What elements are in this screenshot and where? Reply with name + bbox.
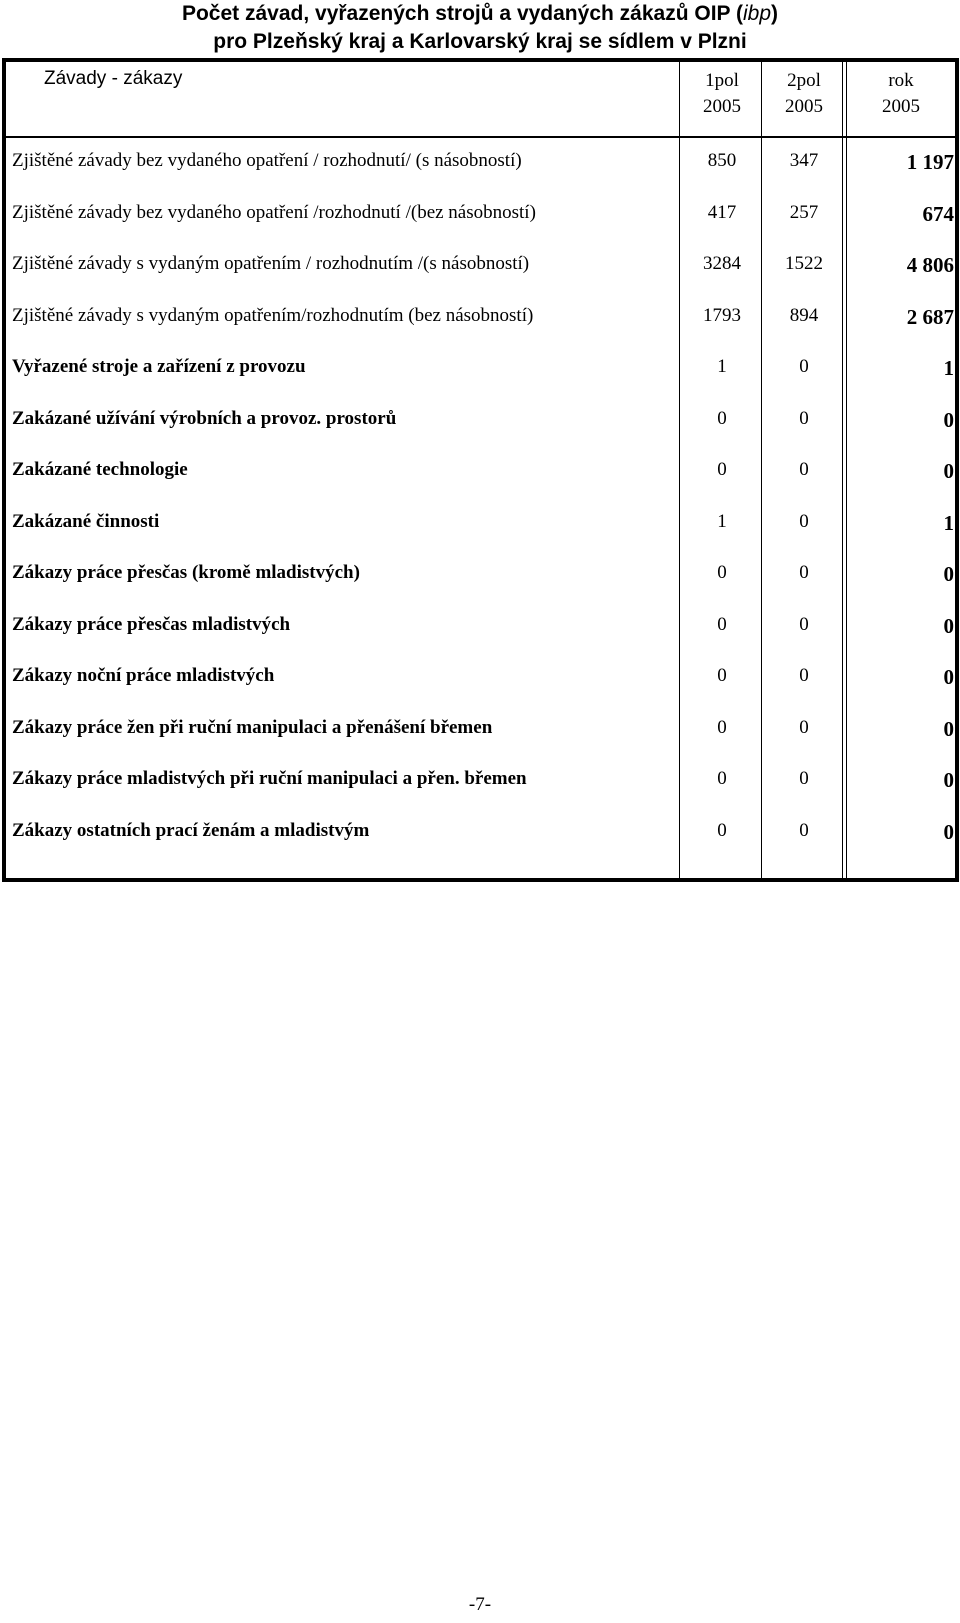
value-2pol: 0 bbox=[799, 459, 809, 480]
header-label: Závady - zákazy bbox=[44, 68, 183, 89]
table-row bbox=[6, 445, 955, 497]
row-label: Zjištěné závady bez vydaného opatření / rozhodnutí/ (s násobností) bbox=[12, 150, 522, 171]
value-1pol: 3284 bbox=[703, 253, 741, 274]
table-row bbox=[6, 548, 955, 600]
value-2pol: 0 bbox=[799, 665, 809, 686]
value-2pol: 0 bbox=[799, 407, 809, 429]
value-1pol: 417 bbox=[707, 201, 737, 223]
value-2pol: 347 bbox=[789, 150, 819, 171]
row-label: Zjištěné závady bez vydaného opatření /rozhodnutí /(bez násobností) bbox=[12, 201, 536, 223]
row-label: Zákazy práce přesčas mladistvých bbox=[12, 613, 291, 635]
table-row bbox=[6, 239, 955, 291]
value-1pol: 1 bbox=[717, 356, 727, 377]
value-2pol: 0 bbox=[799, 356, 809, 377]
row-label: Zákazy práce žen při ruční manipulaci a přenášení břemen bbox=[12, 716, 493, 738]
row-label: Vyřazené stroje a zařízení z provozu bbox=[12, 356, 306, 377]
value-rok-total: 0 bbox=[943, 562, 954, 586]
row-label: Zakázané činnosti bbox=[12, 510, 160, 532]
value-1pol: 0 bbox=[717, 716, 727, 738]
value-rok-total: 4 806 bbox=[906, 253, 954, 277]
value-2pol: 0 bbox=[799, 768, 809, 789]
value-2pol: 0 bbox=[799, 510, 809, 532]
row-label: Zákazy ostatních prací ženám a mladistvým bbox=[12, 819, 370, 841]
value-1pol: 0 bbox=[717, 459, 727, 480]
value-1pol: 0 bbox=[717, 665, 727, 686]
table-row bbox=[6, 497, 955, 549]
column-header-rok: rok 2005 bbox=[882, 70, 920, 117]
table-row bbox=[6, 806, 955, 858]
row-label: Zákazy práce mladistvých při ruční manipulaci a přen. břemen bbox=[12, 768, 527, 789]
value-1pol: 0 bbox=[717, 768, 727, 789]
value-1pol: 0 bbox=[717, 562, 727, 583]
value-1pol: 850 bbox=[707, 150, 737, 171]
table-row bbox=[6, 136, 955, 188]
table-row bbox=[6, 394, 955, 446]
value-rok-total: 0 bbox=[943, 613, 954, 638]
title-line-1: Počet závad, vyřazených strojů a vydaných zákazů OIP (ibp) bbox=[181, 2, 779, 25]
row-label: Zákazy práce přesčas (kromě mladistvých) bbox=[12, 562, 360, 583]
value-rok-total: 1 bbox=[943, 356, 954, 380]
defects-table bbox=[2, 58, 959, 882]
value-rok-total: 674 bbox=[922, 201, 954, 226]
value-rok-total: 1 197 bbox=[906, 150, 954, 174]
value-rok-total: 0 bbox=[943, 768, 954, 792]
table-row bbox=[6, 188, 955, 240]
value-rok-total: 2 687 bbox=[906, 304, 954, 329]
table-row bbox=[6, 754, 955, 806]
row-label: Zakázané užívání výrobních a provoz. prostorů bbox=[12, 407, 397, 429]
value-1pol: 0 bbox=[717, 407, 727, 429]
table-row bbox=[6, 651, 955, 703]
value-rok-total: 0 bbox=[943, 459, 954, 483]
value-1pol: 1793 bbox=[703, 304, 741, 326]
row-label: Zjištěné závady s vydaným opatřením/rozhodnutím (bez násobností) bbox=[12, 304, 534, 326]
value-rok-total: 0 bbox=[943, 819, 954, 844]
value-2pol: 0 bbox=[799, 819, 809, 841]
value-rok-total: 0 bbox=[943, 716, 954, 741]
value-1pol: 1 bbox=[717, 510, 727, 532]
table-row bbox=[6, 600, 955, 652]
value-2pol: 1522 bbox=[785, 253, 823, 274]
column-header-2pol: 2pol 2005 bbox=[785, 70, 823, 117]
row-label: Zakázané technologie bbox=[12, 459, 188, 480]
table-row bbox=[6, 703, 955, 755]
value-2pol: 0 bbox=[799, 613, 809, 635]
value-2pol: 894 bbox=[789, 304, 819, 326]
value-1pol: 0 bbox=[717, 613, 727, 635]
value-rok-total: 0 bbox=[943, 407, 954, 432]
value-1pol: 0 bbox=[717, 819, 727, 841]
table-row bbox=[6, 291, 955, 343]
value-rok-total: 0 bbox=[943, 665, 954, 689]
row-label: Zákazy noční práce mladistvých bbox=[12, 665, 275, 686]
table-row bbox=[6, 342, 955, 394]
column-header-1pol: 1pol 2005 bbox=[703, 70, 741, 117]
value-rok-total: 1 bbox=[943, 510, 954, 535]
title-line-2: pro Plzeňský kraj a Karlovarský kraj se sídlem v Plzni bbox=[213, 30, 747, 53]
value-2pol: 0 bbox=[799, 562, 809, 583]
row-label: Zjištěné závady s vydaným opatřením / rozhodnutím /(s násobností) bbox=[12, 253, 530, 274]
value-2pol: 0 bbox=[799, 716, 809, 738]
page-number: -7- bbox=[468, 1594, 492, 1615]
value-2pol: 257 bbox=[789, 201, 819, 223]
